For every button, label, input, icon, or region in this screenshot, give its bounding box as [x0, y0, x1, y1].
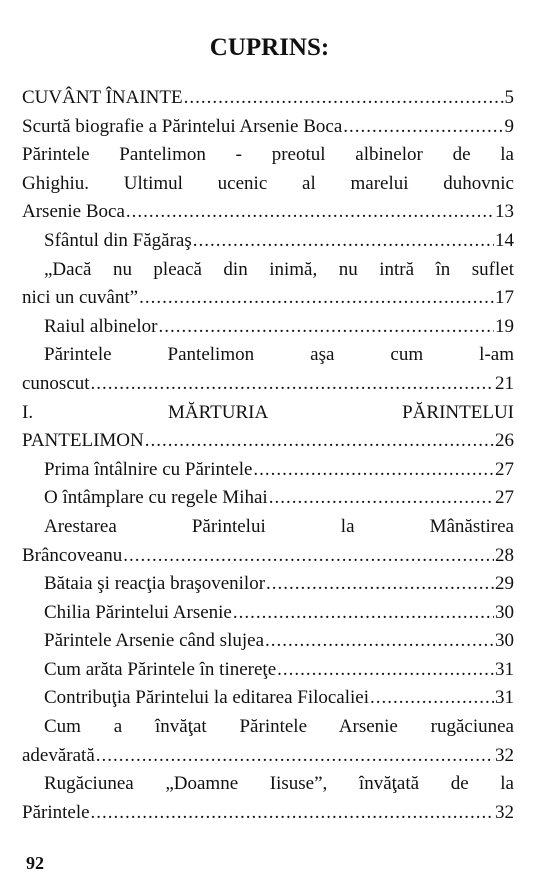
toc-entry-text: Părintele	[22, 801, 90, 823]
toc-entry[interactable]	[22, 256, 514, 313]
toc-entry-text: Sfântul din Făgăraş	[44, 229, 192, 251]
toc-entry-text: Părintele Pantelimon - preotul albinelor de la	[22, 144, 514, 166]
toc-page-number: 32	[495, 744, 514, 766]
toc-entry[interactable]	[22, 84, 514, 113]
dot-leader	[96, 742, 494, 771]
toc-page-number: 31	[495, 687, 514, 709]
toc-entry-text: Arsenie Boca	[22, 201, 125, 223]
dot-leader	[91, 799, 494, 828]
toc-entry[interactable]	[22, 456, 514, 485]
toc-entry[interactable]	[22, 484, 514, 513]
table-of-contents	[22, 84, 514, 827]
toc-entry[interactable]	[22, 513, 514, 570]
dot-leader	[277, 656, 494, 685]
toc-entry-text: cunoscut	[22, 372, 90, 394]
dot-leader	[126, 198, 494, 227]
toc-entry-text: I. MĂRTURIA PĂRINTELUI	[22, 401, 514, 423]
dot-leader	[265, 627, 494, 656]
dot-leader	[253, 456, 494, 485]
dot-leader	[145, 427, 494, 456]
toc-page-number: 14	[495, 229, 514, 251]
toc-entry-text: Brâncoveanu	[22, 544, 123, 566]
toc-entry-text: CUVÂNT ÎNAINTE	[22, 87, 183, 108]
toc-entry[interactable]	[22, 570, 514, 599]
toc-page-number: 13	[495, 201, 514, 223]
toc-entry-text: Cum arăta Părintele în tinereţe	[44, 658, 277, 680]
toc-title: CUPRINS:	[209, 34, 330, 61]
toc-page-number: 19	[495, 315, 514, 337]
toc-page-number: 29	[495, 573, 514, 595]
toc-page-number: 28	[495, 544, 514, 566]
toc-entry-text: Contribuţia Părintelui la editarea Filocaliei	[44, 687, 370, 709]
toc-entry-text: Prima întâlnire cu Părintele	[44, 458, 253, 480]
toc-page-number: 17	[495, 287, 514, 309]
toc-entry-text: Părintele Pantelimon aşa cum l-am	[44, 344, 514, 366]
dot-leader	[266, 570, 494, 599]
toc-page-number: 5	[504, 87, 514, 108]
toc-page-number: 30	[495, 601, 514, 623]
toc-page-number: 9	[504, 115, 514, 137]
dot-leader	[193, 227, 494, 256]
toc-page-number: 21	[495, 372, 514, 394]
toc-page-number: 27	[495, 487, 514, 509]
toc-entry[interactable]	[22, 713, 514, 770]
toc-entry[interactable]	[22, 656, 514, 685]
dot-leader	[233, 599, 494, 628]
toc-entry[interactable]	[22, 227, 514, 256]
toc-entry[interactable]	[22, 684, 514, 713]
toc-entry-text: Cum a învăţat Părintele Arsenie rugăciunea	[44, 716, 514, 738]
toc-entry-text: Scurtă biografie a Părintelui Arsenie Boca	[22, 115, 343, 137]
toc-entry-text: nici un cuvânt”	[22, 287, 139, 309]
dot-leader	[158, 313, 494, 342]
toc-page-number: 31	[495, 658, 514, 680]
toc-page-number: 30	[495, 630, 514, 652]
toc-entry-text: Raiul albinelor	[44, 315, 158, 337]
toc-page-number: 27	[495, 458, 514, 480]
dot-leader	[139, 284, 494, 313]
toc-entry[interactable]	[22, 770, 514, 827]
toc-entry[interactable]	[22, 599, 514, 628]
toc-entry-text: „Dacă nu pleacă din inimă, nu intră în suflet	[44, 258, 514, 280]
dot-leader	[343, 113, 503, 142]
dot-leader	[269, 484, 494, 513]
dot-leader	[91, 370, 494, 399]
toc-page-number: 26	[495, 430, 514, 452]
dot-leader	[370, 684, 494, 713]
dot-leader	[184, 84, 504, 113]
toc-entry-text: adevărată	[22, 744, 95, 766]
toc-entry[interactable]	[22, 313, 514, 342]
toc-entry[interactable]	[22, 399, 514, 456]
page-number: 92	[26, 853, 44, 873]
toc-entry-text: Bătaia şi reacţia braşovenilor	[44, 573, 266, 595]
toc-entry[interactable]	[22, 627, 514, 656]
toc-entry-text: O întâmplare cu regele Mihai	[44, 487, 268, 509]
dot-leader	[123, 542, 494, 571]
toc-entry-text: Părintele Arsenie când slujea	[44, 630, 265, 652]
toc-entry-text: Chilia Părintelui Arsenie	[44, 601, 232, 623]
toc-entry[interactable]	[22, 141, 514, 227]
toc-entry[interactable]	[22, 341, 514, 398]
toc-entry[interactable]	[22, 113, 514, 142]
toc-entry-text: PANTELIMON	[22, 430, 144, 452]
toc-page-number: 32	[495, 801, 514, 823]
toc-entry-text: Ghighiu. Ultimul ucenic al marelui duhovnic	[22, 172, 514, 194]
toc-entry-text: Arestarea Părintelui la Mânăstirea	[44, 515, 514, 537]
toc-entry-text: Rugăciunea „Doamne Iisuse”, învăţată de la	[44, 773, 514, 795]
